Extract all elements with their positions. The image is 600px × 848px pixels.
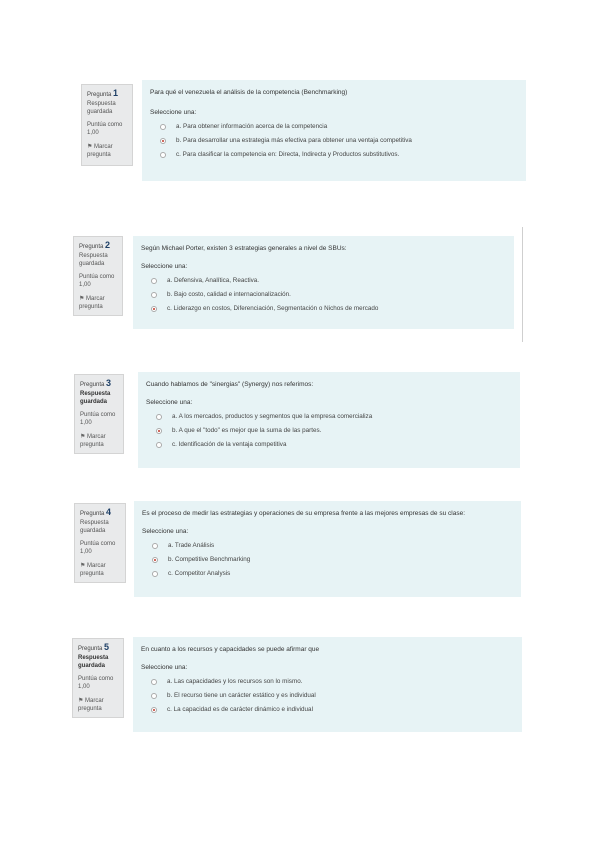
answer-prompt: Seleccione una: (146, 399, 193, 406)
radio-button[interactable] (151, 693, 157, 699)
question-state: Respuesta guardada (87, 101, 116, 115)
question-info-4 (74, 503, 126, 583)
question-number: Pregunta 3 (80, 378, 112, 388)
question-number: Pregunta 5 (78, 642, 110, 652)
question-grade: Puntúa como 1,00 (80, 412, 116, 426)
answer-option-c[interactable]: c. Identificación de la ventaja competitiva (146, 441, 512, 448)
answer-option-a[interactable]: a. Para obtener información acerca de la competencia (150, 123, 518, 130)
question-content-5 (133, 637, 522, 732)
answer-prompt: Seleccione una: (150, 109, 197, 116)
radio-button[interactable] (156, 442, 162, 448)
question-state: Respuesta guardada (80, 391, 111, 405)
question-text: En cuanto a los recursos y capacidades se puede afirmar que (141, 646, 320, 653)
question-grade: Puntúa como 1,00 (87, 122, 123, 136)
answer-option-a[interactable]: a. Defensiva, Analítica, Reactiva. (141, 277, 506, 284)
flag-icon: ⚑ (80, 434, 86, 440)
radio-button[interactable] (151, 278, 157, 284)
radio-button[interactable] (151, 679, 157, 685)
flag-icon: ⚑ (79, 296, 85, 302)
radio-button-selected[interactable] (151, 707, 157, 713)
radio-button[interactable] (160, 152, 166, 158)
radio-button-selected[interactable] (156, 428, 162, 434)
flag-question-link[interactable]: ⚑ Marcar pregunta (80, 434, 106, 448)
radio-button-selected[interactable] (152, 557, 158, 563)
answer-prompt: Seleccione una: (141, 263, 188, 270)
question-text: Cuando hablamos de "sinergias" (Synergy) nos referimos: (146, 381, 314, 388)
radio-button-selected[interactable] (160, 138, 166, 144)
question-number: Pregunta 4 (80, 507, 112, 517)
question-number: Pregunta 1 (87, 88, 119, 98)
question-grade: Puntúa como 1,00 (79, 274, 115, 288)
radio-button[interactable] (152, 571, 158, 577)
question-text: Es el proceso de medir las estrategias y operaciones de su empresa frente a las mejores empresas de su clase: (142, 510, 465, 517)
answer-option-b[interactable]: b. Competitive Benchmarking (142, 556, 513, 563)
answer-option-b[interactable]: b. Bajo costo, calidad e internacionalización. (141, 291, 506, 298)
flag-question-link[interactable]: ⚑ Marcar pregunta (78, 698, 104, 712)
flag-question-link[interactable]: ⚑ Marcar pregunta (87, 144, 113, 158)
answer-option-b[interactable]: b. Para desarrollar una estrategia más efectiva para obtener una ventaja competitiva (150, 137, 518, 144)
question-content-1 (142, 80, 526, 181)
question-state: Respuesta guardada (78, 655, 109, 669)
answer-option-a[interactable]: a. Trade Análisis (142, 542, 513, 549)
answer-option-c[interactable]: c. La capacidad es de carácter dinámico e individual (141, 706, 514, 713)
question-state: Respuesta guardada (80, 520, 109, 534)
radio-button[interactable] (156, 414, 162, 420)
answer-prompt: Seleccione una: (141, 664, 188, 671)
question-info-5 (72, 638, 124, 718)
answer-option-c[interactable]: c. Para clasificar la competencia en: Directa, Indirecta y Productos substitutivos. (150, 151, 518, 158)
question-grade: Puntúa como 1,00 (80, 541, 116, 555)
question-content-2 (133, 236, 514, 329)
answer-option-c[interactable]: c. Competitor Analysis (142, 570, 513, 577)
divider (522, 227, 523, 342)
answer-option-b[interactable]: b. A que el "todo" es mejor que la suma de las partes. (146, 427, 512, 434)
question-text: Según Michael Porter, existen 3 estrategias generales a nivel de SBUs: (141, 245, 347, 252)
question-info-3 (74, 374, 124, 454)
question-info-2 (73, 236, 123, 316)
flag-icon: ⚑ (87, 144, 93, 150)
radio-button[interactable] (152, 543, 158, 549)
answer-option-b[interactable]: b. El recurso tiene un carácter estático y es individual (141, 692, 514, 699)
question-grade: Puntúa como 1,00 (78, 676, 114, 690)
answer-option-c[interactable]: c. Liderazgo en costos, Diferenciación, Segmentación o Nichos de mercado (141, 305, 506, 312)
radio-button[interactable] (151, 292, 157, 298)
answer-prompt: Seleccione una: (142, 528, 189, 535)
question-content-4 (134, 501, 521, 597)
question-info-1 (81, 84, 133, 166)
answer-option-a[interactable]: a. Las capacidades y los recursos son lo mismo. (141, 678, 514, 685)
question-state: Respuesta guardada (79, 253, 108, 267)
radio-button[interactable] (160, 124, 166, 130)
flag-icon: ⚑ (80, 563, 86, 569)
answer-option-a[interactable]: a. A los mercados, productos y segmentos que la empresa comercializa (146, 413, 512, 420)
flag-icon: ⚑ (78, 698, 84, 704)
flag-question-link[interactable]: ⚑ Marcar pregunta (80, 563, 106, 577)
question-text: Para qué el venezuela el análisis de la competencia (Benchmarking) (150, 89, 348, 96)
question-number: Pregunta 2 (79, 240, 111, 250)
question-content-3 (138, 372, 520, 468)
flag-question-link[interactable]: ⚑ Marcar pregunta (79, 296, 105, 310)
radio-button-selected[interactable] (151, 306, 157, 312)
